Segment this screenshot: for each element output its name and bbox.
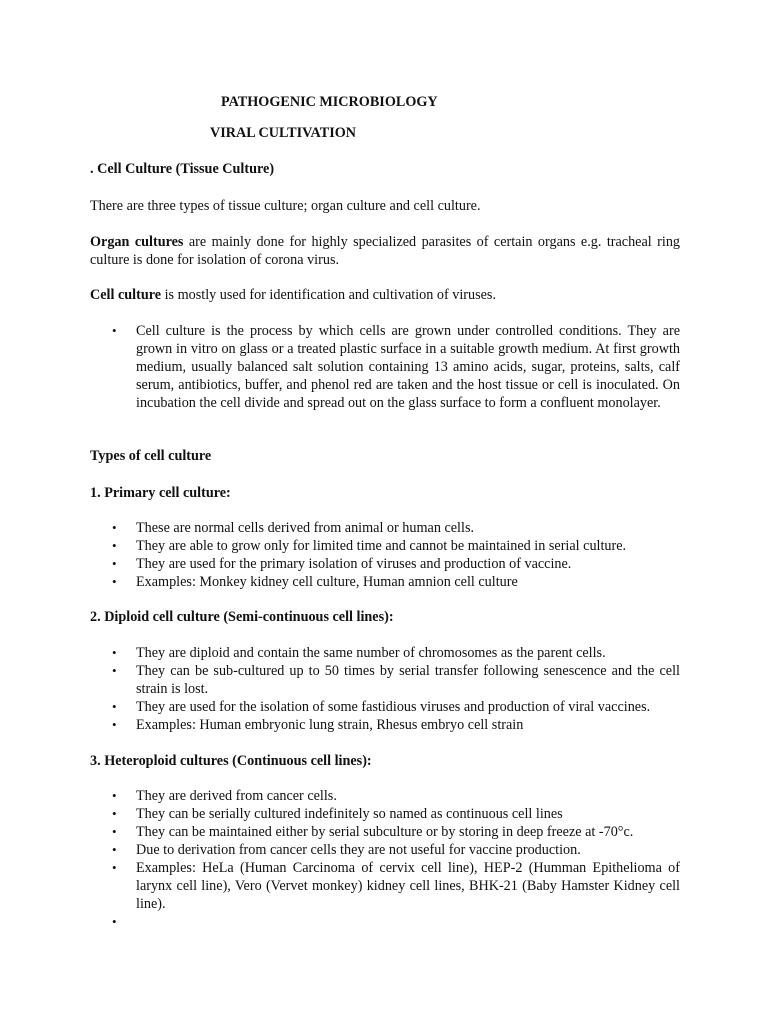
cell-culture-term: Cell culture xyxy=(90,287,162,303)
list-item: • These are normal cells derived from animal or human cells. xyxy=(112,520,475,536)
bullet-icon: • xyxy=(112,323,117,338)
document-subtitle: VIRAL CULTIVATION xyxy=(210,125,356,141)
bullet-icon: • xyxy=(112,645,117,660)
list-item: • They can be maintained either by serial subculture or by storing in deep freeze at -70°c. xyxy=(112,824,634,840)
bullet-icon: • xyxy=(112,824,117,839)
bullet-icon: • xyxy=(112,717,117,732)
intro-paragraph: There are three types of tissue culture; organ culture and cell culture. xyxy=(90,198,481,214)
list-item xyxy=(0,913,680,931)
cell-culture-paragraph xyxy=(90,286,496,304)
bullet-icon: • xyxy=(112,556,117,571)
diploid-bullet-list xyxy=(0,644,768,734)
bullet-icon: • xyxy=(112,520,117,535)
diploid-heading: 2. Diploid cell culture (Semi-continuous cell lines): xyxy=(90,609,394,625)
cell-culture-bullet-list xyxy=(0,322,768,412)
list-item: • They are used for the primary isolation of viruses and production of vaccine. xyxy=(112,556,572,572)
organ-culture-paragraph xyxy=(90,233,680,269)
primary-bullet-list xyxy=(0,519,768,591)
heteroploid-bullet-list xyxy=(0,787,768,931)
bullet-icon: • xyxy=(112,788,117,803)
bullet-icon: • xyxy=(112,914,117,929)
bullet-icon: • xyxy=(112,663,117,678)
bullet-icon: • xyxy=(112,842,117,857)
list-item: • Examples: Monkey kidney cell culture, Human amnion cell culture xyxy=(112,574,518,590)
primary-heading: 1. Primary cell culture: xyxy=(90,485,231,501)
bullet-icon: • xyxy=(112,806,117,821)
list-item: • They can be serially cultured indefinitely so named as continuous cell lines xyxy=(112,806,563,822)
organ-culture-term: Organ cultures xyxy=(90,234,184,250)
list-item: • Examples: Human embryonic lung strain, Rhesus embryo cell strain xyxy=(112,717,524,733)
list-item: • Due to derivation from cancer cells they are not useful for vaccine production. xyxy=(112,842,581,858)
cell-culture-text: is mostly used for identification and cultivation of viruses. xyxy=(161,287,496,303)
list-item: • Cell culture is the process by which cells are grown under controlled conditions. They are grown in vitro on glass or a treated plastic surface in a suitable growth medium. At first growth medium, usually balanced salt solution containing 13 amino acids, sugar, proteins, salts, calf serum, antibiotics, buffer, and phenol red are taken and the host tissue or cell is inoculated. On incubation the cell divide and spread out on the glass surface to form a confluent monolayer. xyxy=(112,323,680,411)
list-item: • They can be sub-cultured up to 50 times by serial transfer following senescence and the cell strain is lost. xyxy=(112,663,680,697)
list-item: • They are used for the isolation of some fastidious viruses and production of viral vaccines. xyxy=(112,699,651,715)
types-heading: Types of cell culture xyxy=(90,448,212,464)
bullet-icon: • xyxy=(112,538,117,553)
document-title: PATHOGENIC MICROBIOLOGY xyxy=(221,94,438,110)
list-item: • Examples: HeLa (Human Carcinoma of cervix cell line), HEP-2 (Humman Epithelioma of larynx cell line), Vero (Vervet monkey) kidney cell lines, BHK-21 (Baby Hamster Kidney cell line). xyxy=(112,860,680,912)
section-heading: . Cell Culture (Tissue Culture) xyxy=(90,161,275,177)
list-item: • They are diploid and contain the same number of chromosomes as the parent cells. xyxy=(112,645,606,661)
list-item: • They are able to grow only for limited time and cannot be maintained in serial culture. xyxy=(112,538,627,554)
bullet-icon: • xyxy=(112,574,117,589)
list-item: • They are derived from cancer cells. xyxy=(112,788,337,804)
organ-culture-text: are mainly done for highly specialized parasites of certain organs e.g. tracheal ring culture is done for isolation of corona virus. xyxy=(90,234,681,268)
heteroploid-heading: 3. Heteroploid cultures (Continuous cell lines): xyxy=(90,753,372,769)
bullet-icon: • xyxy=(112,699,117,714)
bullet-icon: • xyxy=(112,860,117,875)
